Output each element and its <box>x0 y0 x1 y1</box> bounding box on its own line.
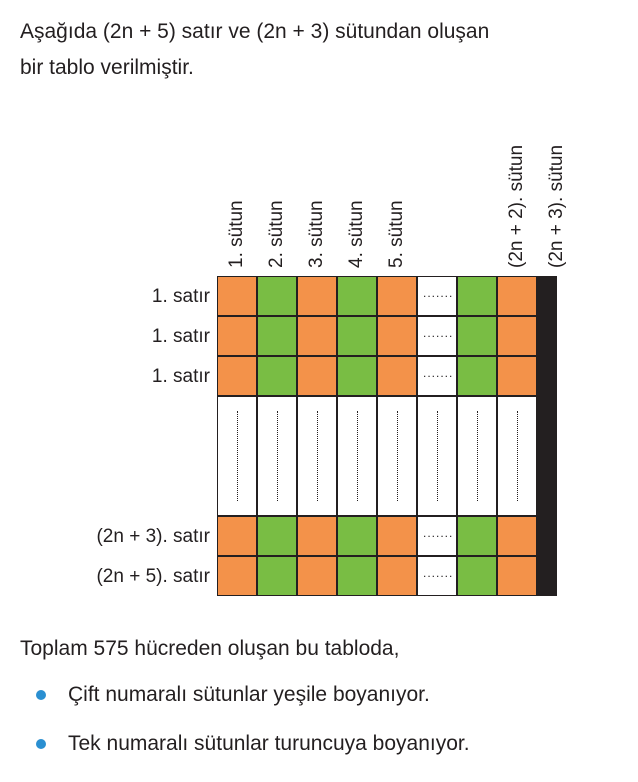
table-cell-r2n-plus-3-c3 <box>298 517 336 555</box>
column-header-1: 1. sütun <box>226 200 247 268</box>
row-label-1: 1. satır <box>151 286 210 307</box>
vertical-ellipsis <box>437 411 438 501</box>
table-cell-r2n-plus-3-c2n-plus-3 <box>498 517 536 555</box>
intro-line-2: bir tablo verilmiştir. <box>20 56 194 79</box>
column-header-5: 5. sütun <box>386 200 407 268</box>
table-cell-r1b-c2n-plus-2 <box>458 317 496 355</box>
table-cell-r1a-c2 <box>258 277 296 315</box>
table-cell-r1c-c2n-plus-3 <box>498 357 536 395</box>
table-cell-r1a-c2n-plus-2 <box>458 277 496 315</box>
table-cell-r1b-c5 <box>378 317 416 355</box>
rules-list <box>20 683 470 781</box>
table-cell-r2n-plus-3-c1 <box>218 517 256 555</box>
summary-text: Toplam 575 hücreden oluşan bu tabloda, <box>20 637 400 660</box>
rule-text-even: Çift numaralı sütunlar yeşile boyanıyor. <box>68 683 430 706</box>
table-cell-r1c-c3 <box>298 357 336 395</box>
row-label-2: 1. satır <box>151 326 210 347</box>
vertical-ellipsis <box>237 411 238 501</box>
horizontal-ellipsis: ....... <box>423 326 454 340</box>
rule-item-even <box>20 683 470 707</box>
horizontal-ellipsis: ....... <box>423 366 454 380</box>
table-cell-r2n-plus-5-c2n-plus-2 <box>458 557 496 595</box>
table-cell-r1b-c3 <box>298 317 336 355</box>
table-cell-r1a-c4 <box>338 277 376 315</box>
column-header-4: 4. sütun <box>346 200 367 268</box>
table-cell-r1c-c2 <box>258 357 296 395</box>
column-header-2: 2. sütun <box>266 200 287 268</box>
table-cell-r1b-c1 <box>218 317 256 355</box>
table-cell-r2n-plus-3-c2 <box>258 517 296 555</box>
table-cell-r1a-c5 <box>378 277 416 315</box>
table-cell-r2n-plus-5-c4 <box>338 557 376 595</box>
table-cell-r2n-plus-3-c5 <box>378 517 416 555</box>
table-cell-r1a-c3 <box>298 277 336 315</box>
vertical-ellipsis <box>477 411 478 501</box>
intro-line-1: Aşağıda (2n + 5) satır ve (2n + 3) sütundan oluşan <box>20 20 490 43</box>
bullet-dot-icon <box>36 690 46 700</box>
row-label-3: 1. satır <box>151 366 210 387</box>
column-header-2n-plus-2: (2n + 2). sütun <box>506 144 527 268</box>
table-cell-r1c-c4 <box>338 357 376 395</box>
table-cell-r2n-plus-5-c2n-plus-3 <box>498 557 536 595</box>
horizontal-ellipsis: ....... <box>423 286 454 300</box>
table-cell-r2n-plus-5-c1 <box>218 557 256 595</box>
intro-text <box>20 14 620 86</box>
bullet-dot-icon <box>36 739 46 749</box>
colored-table <box>217 276 557 596</box>
horizontal-ellipsis: ....... <box>423 526 454 540</box>
column-header-2n-plus-3: (2n + 3). sütun <box>546 144 567 268</box>
vertical-ellipsis <box>277 411 278 501</box>
vertical-ellipsis <box>397 411 398 501</box>
horizontal-ellipsis: ....... <box>423 566 454 580</box>
table-cell-r2n-plus-5-c2 <box>258 557 296 595</box>
table-cell-r1a-c1 <box>218 277 256 315</box>
table-cell-r1b-c2 <box>258 317 296 355</box>
vertical-ellipsis <box>357 411 358 501</box>
row-label-2n-plus-5: (2n + 5). satır <box>96 566 210 587</box>
table-cell-r1c-c5 <box>378 357 416 395</box>
column-header-3: 3. sütun <box>306 200 327 268</box>
rule-item-odd <box>20 732 470 756</box>
table-cell-r1c-c2n-plus-2 <box>458 357 496 395</box>
table-cell-r1b-c2n-plus-3 <box>498 317 536 355</box>
table-cell-r2n-plus-5-c3 <box>298 557 336 595</box>
table-cell-r2n-plus-3-c4 <box>338 517 376 555</box>
table-cell-r1a-c2n-plus-3 <box>498 277 536 315</box>
table-cell-r1c-c1 <box>218 357 256 395</box>
table-cell-r2n-plus-5-c5 <box>378 557 416 595</box>
rule-text-odd: Tek numaralı sütunlar turuncuya boyanıyor. <box>68 732 470 755</box>
vertical-ellipsis <box>317 411 318 501</box>
row-label-2n-plus-3: (2n + 3). satır <box>96 526 210 547</box>
vertical-ellipsis <box>517 411 518 501</box>
table-cell-r1b-c4 <box>338 317 376 355</box>
table-cell-r2n-plus-3-c2n-plus-2 <box>458 517 496 555</box>
